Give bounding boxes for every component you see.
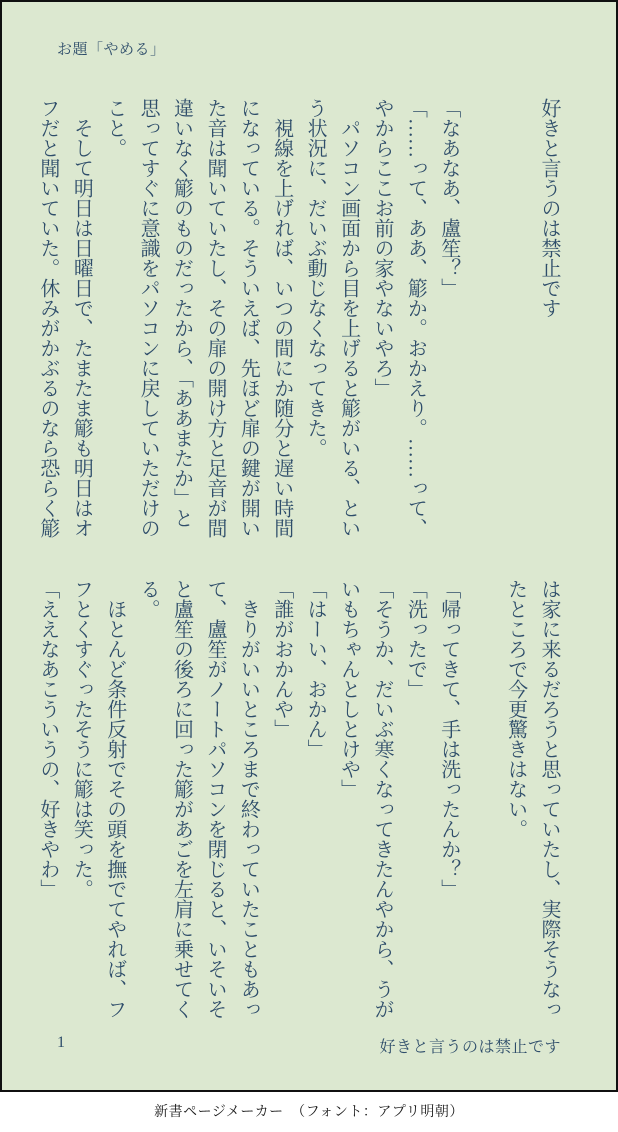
- text-line: る。: [137, 579, 160, 619]
- text-line: こと。: [103, 98, 126, 158]
- text-line: フとくすぐったそうに簓は笑った。: [70, 579, 93, 899]
- page-number: 1: [57, 1034, 65, 1051]
- text-line: は家に来るだろうと思っていたし、実際そうなっ: [538, 579, 560, 1019]
- running-title: 好きと言うのは禁止です: [379, 1039, 561, 1056]
- text-line: [498, 98, 531, 544]
- text-line: パソコン画面から目を上げると簓がいる、とい: [337, 98, 360, 538]
- text-line: 「はーい、おかん」: [304, 579, 327, 759]
- text-line: きりがいいところまで終わっていたこともあっ: [237, 579, 260, 1019]
- text-block-top: [31, 98, 566, 544]
- text-line: た音は聞いていたし、その扉の開け方と足音が間: [203, 98, 226, 538]
- text-line: 視線を上げれば、いつの間にか随分と遅い時間: [270, 98, 293, 538]
- text-line: う状況に、だいぶ動じなくなってきた。: [304, 98, 327, 458]
- text-line: たところで今更驚きはない。: [504, 579, 527, 839]
- text-line: 「ええなあこういうの、好きやわ」: [36, 579, 59, 899]
- text-line: 「……って、ああ、簓か。おかえり。……って、: [404, 98, 427, 538]
- text-line: 「なあなあ、盧笙？」: [437, 98, 460, 298]
- theme-label: お題「やめる」: [57, 42, 166, 58]
- text-line: いもちゃんとしとけや」: [337, 579, 360, 799]
- text-line: 「誰がおかんや」: [270, 579, 293, 739]
- text-line: と盧笙の後ろに回った簓があごを左肩に乗せてく: [170, 579, 193, 1019]
- text-line: て、盧笙がノートパソコンを閉じると、いそいそ: [203, 579, 226, 1019]
- text-line: 違いなく簓のものだったから、「ああまたか」と: [170, 98, 193, 528]
- text-line: 「そうか、だいぶ寒くなってきたんやから、うが: [370, 579, 393, 1019]
- text-block-bottom: [31, 579, 566, 1025]
- text-line: 「帰ってきて、手は洗ったんか？」: [437, 579, 460, 899]
- text-line: [465, 98, 498, 544]
- text-line: 「洗ったで」: [404, 579, 427, 699]
- text-line: やからここお前の家やないやろ」: [370, 98, 393, 398]
- text-line: ほとんど条件反射でその頭を撫でてやれば、フ: [103, 579, 126, 1019]
- text-line: [465, 579, 498, 1025]
- text-line: 思ってすぐに意識をパソコンに戻していただけの: [137, 98, 160, 538]
- app-credit: 新書ページメーカー （フォント：アプリ明朝）: [154, 1105, 464, 1120]
- text-line: そして明日は日曜日で、たまたま簓も明日はオ: [70, 98, 93, 538]
- text-line: になっている。そういえば、先ほど扉の鍵が開い: [237, 98, 260, 538]
- text-line: フだと聞いていた。休みがかぶるのなら恐らく簓: [36, 98, 59, 538]
- text-line: 好きと言うのは禁止です: [538, 98, 560, 318]
